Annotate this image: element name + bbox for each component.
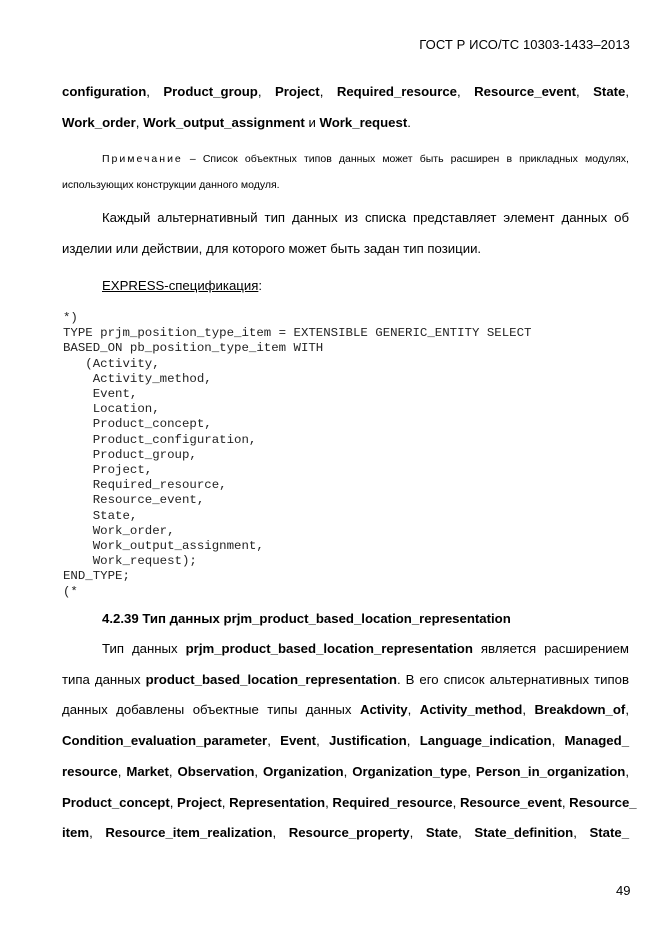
code-line: Required_resource, [63, 478, 227, 493]
code-line: Resource_event, [63, 493, 205, 508]
paragraph-2 [62, 634, 637, 849]
type-name: resource [62, 763, 118, 779]
type-name: Observation [177, 763, 255, 779]
separator: , [343, 763, 353, 779]
code-line: Event, [63, 387, 138, 402]
code-line: Product_concept, [63, 417, 212, 432]
type-name: Required_resource [332, 794, 453, 810]
code-line: Activity_method, [63, 371, 212, 386]
note-line-1 [62, 146, 629, 172]
type-name: State_ [589, 825, 630, 841]
intro-line-2 [62, 108, 629, 139]
intro-line-1 [62, 77, 629, 108]
type-name: item [62, 825, 90, 841]
type-name: Project [274, 84, 320, 99]
text: Тип данных [102, 641, 186, 656]
type-name: Resource_property [288, 825, 410, 841]
paragraph-2-line-7 [62, 818, 629, 849]
separator: и [304, 114, 320, 130]
separator: , [573, 825, 590, 841]
separator: , [254, 763, 264, 779]
type-name: Product_concept [62, 794, 170, 810]
separator: , [522, 702, 535, 718]
type-name: Market [126, 763, 169, 779]
separator: , [457, 84, 475, 99]
type-name: State_definition [474, 825, 574, 841]
type-name: Work_request [319, 114, 408, 130]
text: данных добавлены объектные типы данных [62, 702, 360, 718]
type-name: Event [280, 733, 317, 749]
code-line: Product_configuration, [63, 432, 257, 447]
type-name: State [425, 825, 459, 841]
code-line: Location, [63, 402, 160, 417]
type-name: Activity [359, 702, 408, 718]
type-name: prjm_product_based_location_representation [185, 641, 473, 656]
type-name: Managed_ [564, 733, 630, 749]
separator: , [407, 702, 420, 718]
paragraph-2-line-4 [62, 726, 629, 757]
code-line: Work_output_assignment, [63, 539, 264, 554]
separator: , [409, 825, 426, 841]
separator: , [267, 733, 281, 749]
paragraph-1-line-1: Каждый альтернативный тип данных из списка представляет элемент данных об [102, 210, 629, 225]
separator: , [625, 84, 630, 99]
paragraph-2-line-2 [62, 665, 629, 696]
intro-paragraph [62, 77, 629, 138]
code-line: Work_request); [63, 554, 197, 569]
separator: , [146, 84, 164, 99]
separator: , [169, 794, 178, 810]
paragraph-2-line-6 [62, 788, 637, 819]
separator: , [625, 702, 629, 718]
type-name: Work_output_assignment [143, 114, 305, 130]
code-line: Work_order, [63, 523, 175, 538]
separator: , [319, 84, 337, 99]
type-name: configuration [62, 84, 147, 99]
type-name: Language_indication [419, 733, 552, 749]
paragraph-2-line-5 [62, 757, 629, 788]
paragraph-2-line-1 [62, 634, 629, 665]
note-dash: – [182, 153, 203, 165]
type-name: Required_resource [336, 84, 458, 99]
separator: , [117, 763, 127, 779]
note-line-2: использующих конструкции данного модуля. [62, 179, 280, 191]
separator: . [407, 114, 411, 130]
separator: , [316, 733, 330, 749]
separator: , [625, 763, 630, 779]
separator: , [576, 84, 594, 99]
type-name: product_based_location_representation [145, 671, 397, 687]
type-name: State [593, 84, 626, 99]
type-name: Resource_event [474, 84, 577, 99]
separator: , [221, 794, 230, 810]
code-line: BASED_ON pb_position_type_item WITH [63, 341, 324, 356]
express-title-text: EXPRESS-спецификация [102, 278, 259, 293]
type-name: Representation [229, 794, 326, 810]
express-specification-title [102, 278, 262, 293]
page-number: 49 [616, 883, 631, 898]
separator: , [168, 763, 178, 779]
code-line: TYPE prjm_position_type_item = EXTENSIBLE GENERIC_ENTITY SELECT [63, 326, 532, 341]
type-name: Organization_type [352, 763, 468, 779]
type-name: Product_group [163, 84, 258, 99]
code-line: (* [63, 584, 78, 599]
type-name: Project [177, 794, 222, 810]
code-line: (Activity, [63, 356, 160, 371]
type-name: Breakdown_of [534, 702, 626, 718]
text: . В его список альтернативных типов [396, 671, 629, 687]
type-name: Work_order [62, 114, 136, 130]
type-name: Justification [329, 733, 407, 749]
type-name: Condition_evaluation_parameter [62, 733, 268, 749]
express-title-colon: : [258, 278, 263, 293]
type-name: Organization [263, 763, 344, 779]
separator: , [89, 825, 106, 841]
separator: , [257, 84, 275, 99]
separator: , [406, 733, 420, 749]
separator: , [272, 825, 289, 841]
note-label: Примечание [102, 153, 183, 165]
express-code-block [63, 311, 531, 600]
section-title: 4.2.39 Тип данных prjm_product_based_location_representation [102, 611, 511, 626]
type-name: Resource_event [459, 794, 562, 810]
code-line: Project, [63, 463, 153, 478]
paragraph-2-line-3 [62, 695, 629, 726]
text: типа данных [62, 671, 146, 687]
type-name: Resource_item_realization [105, 825, 273, 841]
paragraph-1 [62, 203, 629, 264]
separator: , [458, 825, 475, 841]
code-line: Product_group, [63, 447, 197, 462]
separator: , [452, 794, 460, 810]
code-line: END_TYPE; [63, 569, 130, 584]
separator: , [561, 794, 570, 810]
code-line: *) [63, 311, 78, 325]
separator: , [325, 794, 333, 810]
note-text: Список объектных типов данных может быть расширен в прикладных модулях, [202, 153, 629, 165]
type-name: Activity_method [419, 702, 523, 718]
document-header: ГОСТ Р ИСО/ТС 10303-1433–2013 [419, 37, 630, 52]
paragraph-1-line-2: изделии или действии, для которого может быть задан тип позиции. [62, 240, 482, 256]
code-line: State, [63, 508, 138, 523]
separator: , [135, 114, 144, 130]
separator: , [551, 733, 565, 749]
separator: , [467, 763, 476, 779]
type-name: Resource_ [569, 794, 637, 810]
text: является расширением [472, 641, 629, 656]
note-block [62, 146, 629, 198]
type-name: Person_in_organization [475, 763, 626, 779]
